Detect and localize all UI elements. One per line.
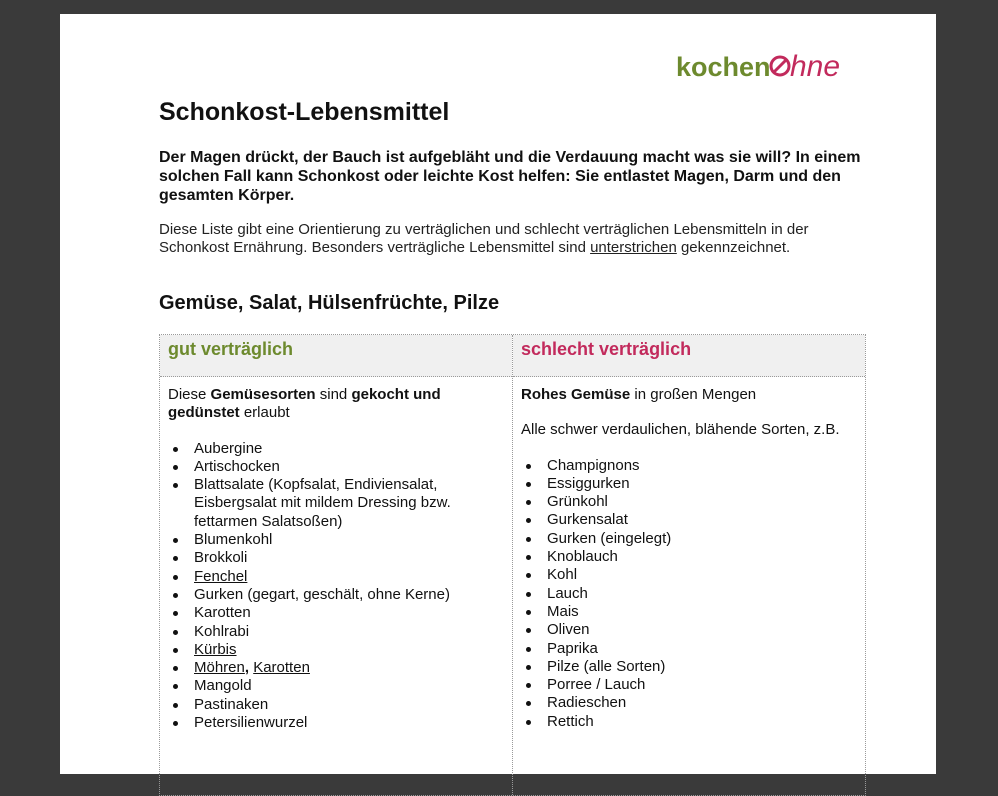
kochenohne-logo [674,36,864,96]
logo-o-slash [773,59,787,73]
good-intro [168,386,504,423]
section-title: Gemüse, Salat, Hülsenfrüchte, Pilze [159,292,500,314]
logo-graphic [674,36,864,96]
good-list-item [194,476,504,531]
bad-list-item: Grünkohl [547,493,857,511]
good-list-item [194,458,504,476]
good-list-item [194,641,504,659]
bad-list-item: Mais [547,603,857,621]
good-list-item [194,714,504,732]
good-list-item [194,586,504,604]
good-list-item [194,604,504,622]
logo-text-hne: hne [790,50,841,83]
intro-paragraph: Der Magen drückt, der Bauch ist aufgebläht und die Verdauung macht was sie will? In einem solchen Fall kann Schonkost oder leichte Kost helfen: Sie entlastet Magen, Darm und den gesamten Körper. [159,149,861,204]
food-table [159,334,866,796]
good-item-text: Blattsalate (Kopfsalat, Endiviensalat, Eisbergsalat mit mildem Dressing bzw. fettarmen Salatsoßen) [194,476,451,530]
bad-list-item: Kohl [547,566,857,584]
good-list-item [194,440,504,458]
good-list-item [194,677,504,695]
good-column-body [160,377,512,732]
good-list-item [194,549,504,567]
good-list-item [194,623,504,641]
good-list-item [194,531,504,549]
bad-list-item: Gurkensalat [547,511,857,529]
bad-list-item: Knoblauch [547,548,857,566]
bad-intro [521,386,857,404]
bad-column-body [513,377,865,731]
bad-list-item: Paprika [547,640,857,658]
good-item-underlined: Fenchel [194,567,248,585]
bad-intro-bold: Rohes Gemüse [521,386,631,403]
good-item-text: Aubergine [194,439,263,457]
bad-list-item: Lauch [547,585,857,603]
good-intro-text: Diese [168,386,211,403]
bad-list-item: Porree / Lauch [547,676,857,694]
good-item-text: Artischocken [194,457,280,475]
good-item-text: Petersilienwurzel [194,714,308,732]
desc-text-before: Diese Liste gibt eine Orientierung zu verträglichen und schlecht verträglichen Lebensmitteln in der Schonkost Ernährung. Besonders verträgliche Lebensmittel sind [159,221,809,256]
good-intro-bold: gekocht und gedünstet [168,386,441,422]
good-food-list [168,440,504,733]
bad-list-item: Radieschen [547,694,857,712]
good-item-underlined: Möhren [194,659,245,677]
bad-list-item: Champignons [547,457,857,475]
bad-list-item: Gurken (eingelegt) [547,530,857,548]
good-list-item [194,696,504,714]
good-list-item [194,568,504,586]
good-item-text: Blumenkohl [194,531,273,549]
bad-intro-2: Alle schwer verdaulichen, blähende Sorten, z.B. [521,421,840,439]
good-item-text: Gurken (gegart, geschält, ohne Kerne) [194,585,450,603]
bad-list-item: Oliven [547,621,857,639]
good-item-underlined: Karotten [253,659,310,677]
bad-list-item: Essiggurken [547,475,857,493]
good-intro-bold: Gemüsesorten [210,386,316,403]
good-item-text: Mangold [194,677,252,695]
bad-column [513,335,865,795]
logo-text-kochen: kochen [676,52,771,82]
bad-list-item: Pilze (alle Sorten) [547,658,857,676]
good-item-text: Pastinaken [194,695,269,713]
good-intro-text: erlaubt [239,404,290,422]
page-title: Schonkost-Lebensmittel [159,98,450,126]
document-page [60,14,936,774]
bad-list-item: Rettich [547,713,857,731]
bad-intro-text: in großen Mengen [630,386,757,403]
bad-food-list [521,457,857,731]
good-list-item [194,659,504,677]
good-intro-text: sind [315,386,352,403]
good-column-header: gut verträglich [160,335,512,377]
good-item-underlined: Kürbis [194,640,237,658]
good-item-text: Kohlrabi [194,622,250,640]
desc-underlined-word: unterstrichen [590,239,677,256]
good-item-separator: , [244,659,254,677]
desc-text-after: gekennzeichnet. [676,239,791,256]
good-item-text: Karotten [194,604,251,622]
description-paragraph [159,221,859,257]
good-column [160,335,513,795]
bad-column-header: schlecht verträglich [513,335,865,377]
good-item-text: Brokkoli [194,549,248,567]
